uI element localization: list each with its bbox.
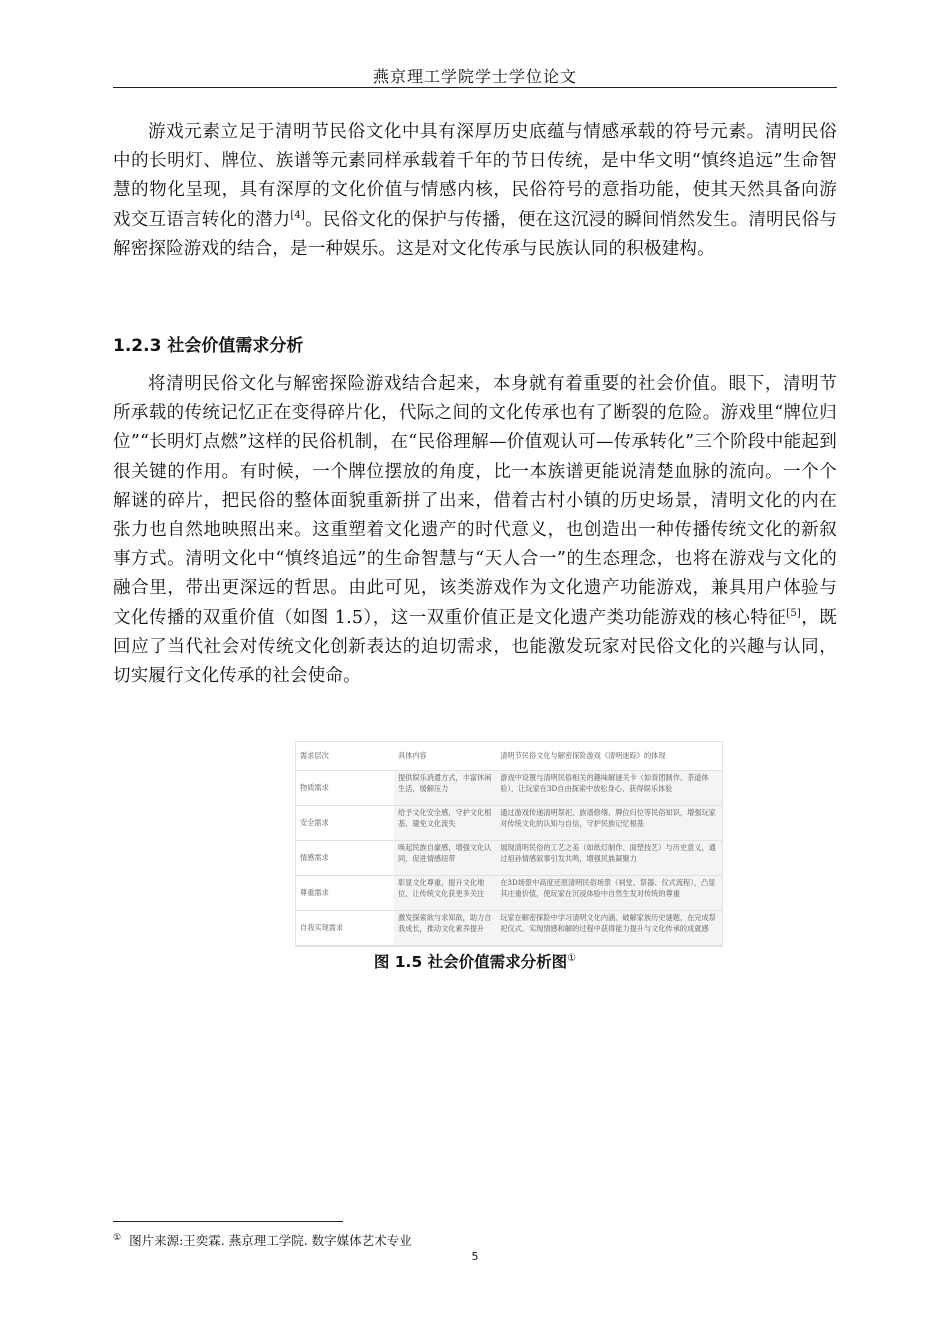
footnote [113, 1231, 412, 1249]
table-header-row [296, 742, 722, 771]
needs-table [296, 742, 722, 946]
table-cell-level: 安全需求 [296, 806, 394, 841]
footnote-reference: ① [567, 952, 577, 964]
table-cell-game: 游戏中设置与清明民俗相关的趣味解谜关卡（如青团制作、茶道体验），让玩家在3D自由探索中放松身心、获得娱乐体验 [496, 771, 722, 806]
paragraph-game-elements [113, 118, 837, 264]
table-row [296, 876, 722, 911]
figure-needs-table [295, 741, 723, 947]
paragraph-text: 游戏元素立足于清明节民俗文化中具有深厚历史底蕴与情感承载的符号元素。清明民俗中的长明灯、牌位、族谱等元素同样承载着千年的节日传统，是中华文明“慎终追远”生命智慧的物化呈现，具有深厚的文化价值与情感内核，民俗符号的意指功能，使其天然具备向游戏交互语言转化的潜力 [113, 122, 837, 230]
citation-5: [5] [786, 607, 802, 619]
table-row [296, 911, 722, 946]
section-heading: 1.2.3 社会价值需求分析 [113, 336, 304, 356]
table-cell-game: 通过游戏传递清明祭祀、族谱修缮、牌位归位等民俗知识，增强玩家对传统文化的认知与自信，守护民族记忆根基 [496, 806, 722, 841]
caption-text: 图 1.5 社会价值需求分析图 [373, 953, 568, 971]
header-rule [113, 87, 837, 88]
table-cell-content: 彰显文化尊重，提升文化地位，让传统文化获更多关注 [394, 876, 496, 911]
table-cell-level: 情感需求 [296, 841, 394, 876]
table-cell-content: 唤起民族自豪感，增强文化认同，促进情感纽带 [394, 841, 496, 876]
footnote-rule [113, 1221, 343, 1222]
table-cell-content: 激发探索欲与求知欲，助力自我成长，推动文化素养提升 [394, 911, 496, 946]
running-header: 燕京理工学院学士学位论文 [372, 67, 577, 86]
table-cell-level: 自我实现需求 [296, 911, 394, 946]
table-row [296, 771, 722, 806]
paragraph-text: 。民俗文化的保护与传播，便在这沉浸的瞬间悄然发生。清明民俗与解密探险游戏的结合，是一种娱乐。这是对文化传承与民族认同的积极建构。 [113, 209, 838, 259]
table-cell-content: 给予文化安全感，守护文化根基，避免文化流失 [394, 806, 496, 841]
citation-4: [4] [290, 209, 306, 221]
table-header-cell: 需求层次 [296, 742, 394, 771]
table-header-cell: 具体内容 [394, 742, 496, 771]
table-header-cell: 清明节民俗文化与解密探险游戏《清明迷踪》的体现 [496, 742, 722, 771]
table-cell-level: 物质需求 [296, 771, 394, 806]
paragraph-social-value [113, 370, 837, 691]
table-cell-level: 尊重需求 [296, 876, 394, 911]
figure-caption [0, 950, 950, 972]
table-row [296, 806, 722, 841]
footnote-text: 图片来源:王奕霖. 燕京理工学院. 数字媒体艺术专业 [129, 1233, 412, 1248]
table-cell-game: 展现清明民俗的工艺之美（如纸灯制作、面塑技艺）与历史意义，通过祖孙情感叙事引发共鸣，增强民族凝聚力 [496, 841, 722, 876]
paragraph-text: ，既回应了当代社会对传统文化创新表达的迫切需求，也能激发玩家对民俗文化的兴趣与认同，切实履行文化传承的社会使命。 [113, 607, 837, 687]
footnote-mark: ① [113, 1232, 122, 1243]
table-cell-game: 玩家在解密探险中学习清明文化内涵、破解家族历史谜题，在完成祭祀仪式、实现情感和解的过程中获得能力提升与文化传承的成就感 [496, 911, 722, 946]
paragraph-text: 将清明民俗文化与解密探险游戏结合起来，本身就有着重要的社会价值。眼下，清明节所承载的传统记忆正在变得碎片化，代际之间的文化传承也有了断裂的危险。游戏里“牌位归位”“长明灯点燃”这样的民俗机制，在“民俗理解—价值观认可—传承转化”三个阶段中能起到很关键的作用。有时候，一个牌位摆放的角度，比一本族谱更能说清楚血脉的流向。一个个解谜的碎片，把民俗的整体面貌重新拼了出来，借着古村小镇的历史场景，清明文化的内在张力也自然地映照出来。这重塑着文化遗产的时代意义，也创造出一种传播传统文化的新叙事方式。清明文化中“慎终追远”的生命智慧与“天人合一”的生态理念，也将在游戏与文化的融合里，带出更深远的哲思。由此可见，该类游戏作为文化遗产功能游戏，兼具用户体验与文化传播的双重价值（如图 1.5），这一双重价值正是文化遗产类功能游戏的核心特征 [113, 374, 837, 628]
table-cell-game: 在3D场景中高度还原清明民俗场景（祠堂、祭器、仪式流程），凸显其庄重价值，使玩家在沉浸体验中自然生发对传统的尊重 [496, 876, 722, 911]
table-row [296, 841, 722, 876]
table-cell-content: 提供娱乐消遣方式，丰富休闲生活，缓解压力 [394, 771, 496, 806]
page-number: 5 [471, 1250, 479, 1263]
